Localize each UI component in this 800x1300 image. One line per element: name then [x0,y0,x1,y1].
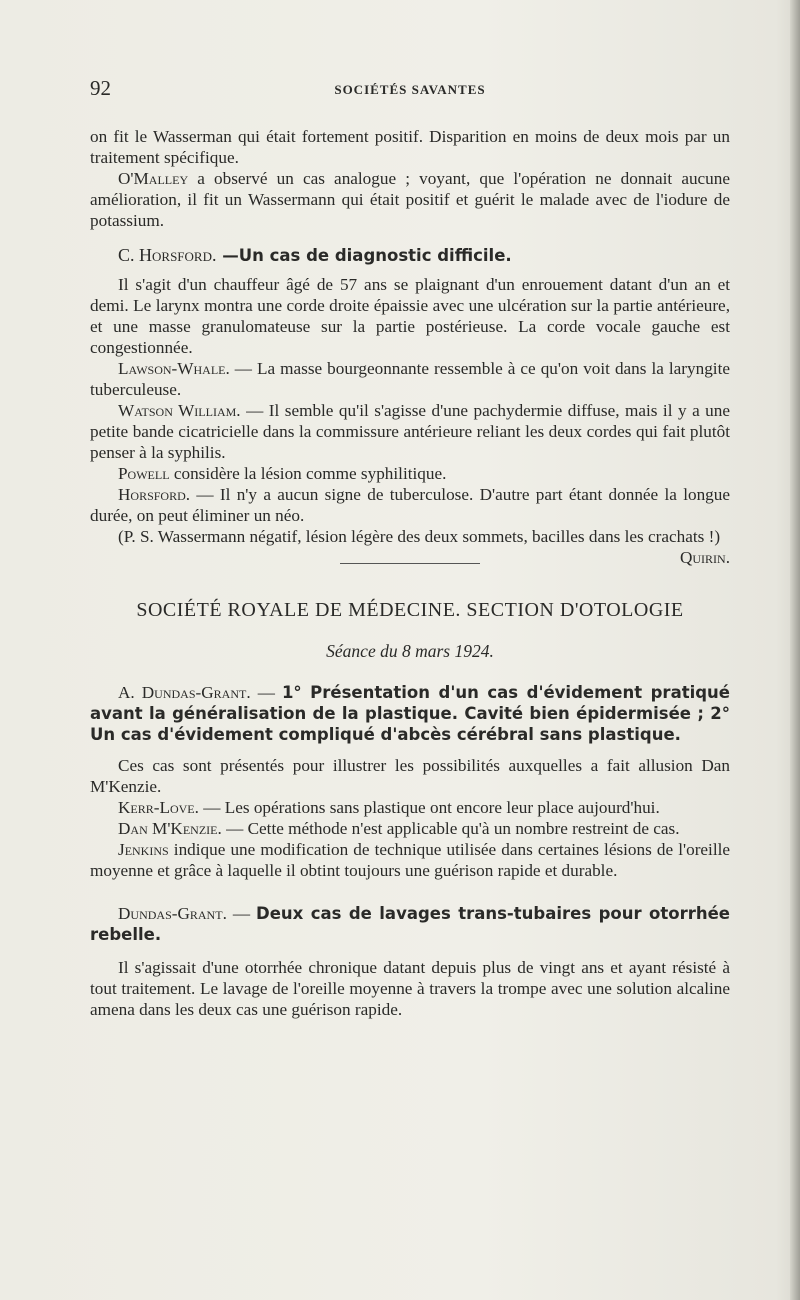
divider [340,563,480,564]
heading-title: Deux cas de lavages trans-tubaires pour otorrhée rebelle. [90,904,730,944]
author-name: Lawson-Whale [118,359,226,378]
paragraph: (P. S. Wassermann négatif, lésion légère des deux sommets, bacilles dans les crachats !) Quirin. [118,527,730,567]
section-heading: Dundas-Grant. — Deux cas de lavages trans-tubaires pour otorrhée rebelle. [90,904,730,944]
page-body [90,126,730,1020]
page-edge-shadow [790,0,800,1300]
section-heading [90,245,730,266]
author-name: O'Malley [118,169,189,188]
heading-title: 1° Présentation d'un cas d'évidement pratiqué avant la généralisation de la plastique. Cavité bien épidermisée ; 2° Un cas d'évidement compliqué d'abcès cérébral sans plastique. [90,683,730,744]
heading-title: —Un cas de diagnostic difficile. [216,246,512,265]
paragraph: Jenkins indique une modification de technique utilisée dans certaines lésions de l'oreille moyenne et grâce à laquelle il obtint toujours une guérison rapide et durable. [90,840,730,880]
paragraph: Ces cas sont présentés pour illustrer les possibilités auxquelles a fait allusion Dan M'Kenzie. [90,756,730,796]
paragraph: on fit le Wasserman qui était fortement positif. Disparition en moins de deux mois par un traitement spécifique. [90,127,730,167]
society-title: SOCIÉTÉ ROYALE DE MÉDECINE. SECTION D'OTOLOGIE [136,599,684,621]
author-name: A. Dundas-Grant [118,683,247,702]
paragraph: Watson William. — Il semble qu'il s'agisse d'une pachydermie diffuse, mais il y a une petite bande cicatricielle dans la commissure antérieure reliant les deux cordes qui fait plutôt penser à la syphilis. [90,401,730,462]
paragraph: Dan M'Kenzie. — Cette méthode n'est applicable qu'à un nombre restreint de cas. [118,819,680,838]
author-name: Dundas-Grant [118,904,223,923]
paragraph: Lawson-Whale. — La masse bourgeonnante ressemble à ce qu'on voit dans la laryngite tuberculeuse. [90,359,730,399]
author-name: Dan M'Kenzie [118,819,218,838]
author-name: C. Horsford. [118,245,217,265]
author-name: Horsford [118,485,186,504]
section-heading: A. Dundas-Grant. — 1° Présentation d'un cas d'évidement pratiqué avant la généralisation de la plastique. Cavité bien épidermisée ; 2° Un cas d'évidement compliqué d'abcès cérébral sans plastique. [90,683,730,744]
author-name: Watson William [118,401,237,420]
author-name: Powell [118,464,170,483]
paragraph: Il s'agit d'un chauffeur âgé de 57 ans se plaignant d'un enrouement datant d'un an et demi. Le larynx montra une corde droite épaissie avec une ulcération sur la partie antérieure, et une masse granulomateuse sur la partie postérieuse. La corde vocale gauche est congestionnée. [90,275,730,357]
paragraph: Powell considère la lésion comme syphilitique. [118,464,447,483]
signature: Quirin. [679,548,730,567]
paragraph: Kerr-Love. — Les opérations sans plastique ont encore leur place aujourd'hui. [118,798,660,817]
paragraph: O'Malley a observé un cas analogue ; voyant, que l'opération ne donnait aucune amélioration, il fit un Wassermann qui était positif et guérit le malade avec de l'iodure de potassium. [90,169,730,230]
page-number: 92 [90,76,111,100]
page-header [90,76,730,106]
paragraph: Horsford. — Il n'y a aucun signe de tuberculose. D'autre part étant donnée la longue durée, on peut éliminer un néo. [90,485,730,525]
session-date: Séance du 8 mars 1924. [326,641,494,661]
paragraph: Il s'agissait d'une otorrhée chronique datant depuis plus de vingt ans et ayant résisté à tout traitement. Le lavage de l'oreille moyenne à travers la trompe avec une solution alcaline amena dans les deux cas une guérison rapide. [90,958,730,1019]
author-name: Kerr-Love [118,798,195,817]
running-title: SOCIÉTÉS SAVANTES [334,82,486,97]
author-name: Jenkins [118,840,169,859]
